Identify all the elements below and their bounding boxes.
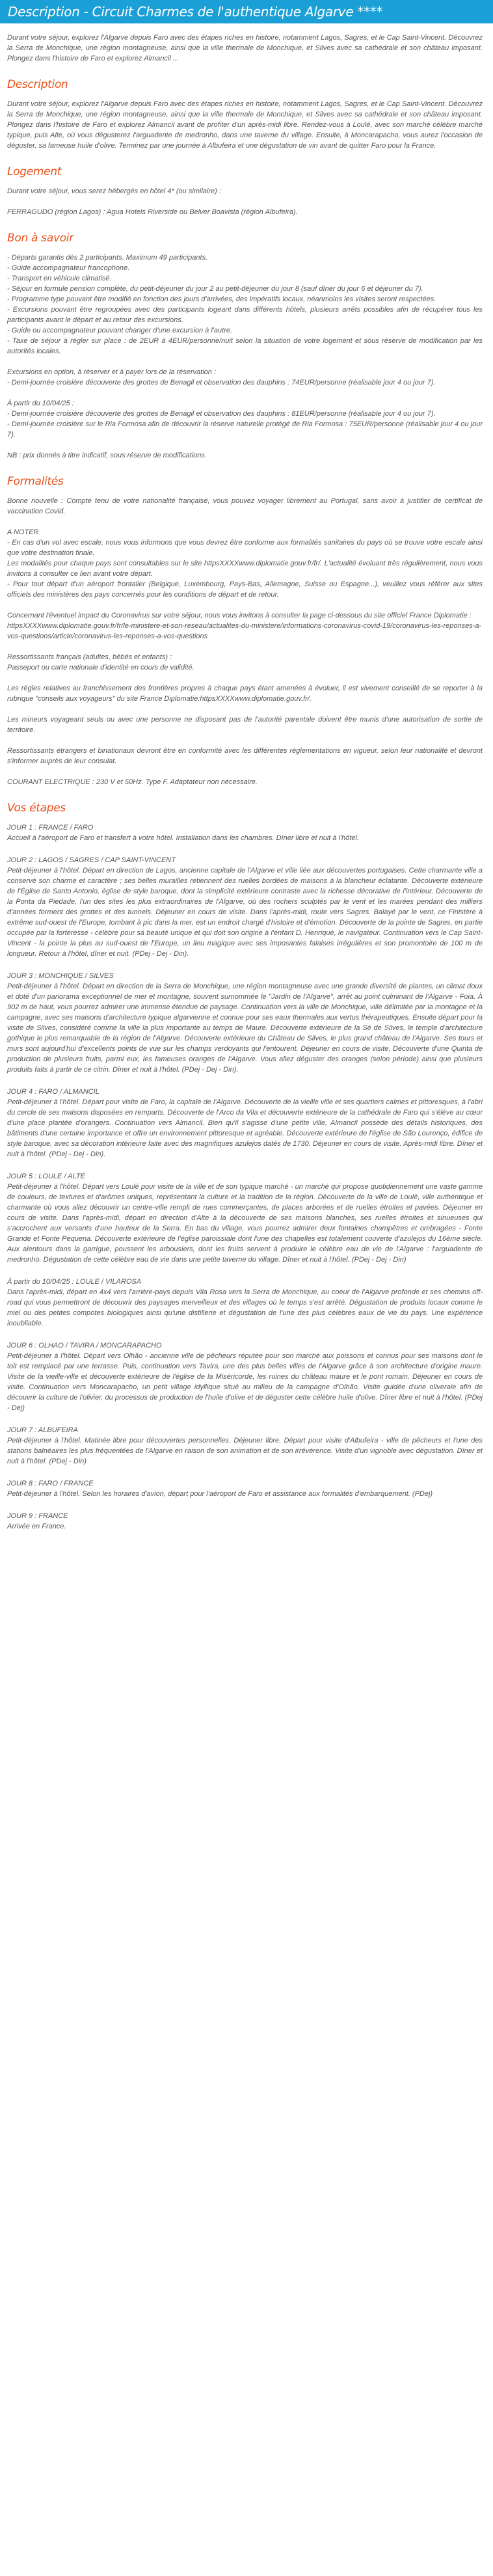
logement-line1: Durant votre séjour, vous serez hébergés en hôtel 4* (ou similaire) : <box>7 187 221 195</box>
day-text: Petit-déjeuner à l'hôtel. Départ en direction de la Serra de Monchique, une région montagneuse avec une grande diversité de plantes, un climat doux et doté d'un panorama exceptionnel de mer et montagne, souvent surnommée le "Jardin de l'Algarve", arrêt au point culminant de l'Algarve - Foia. À 902 m de haut, vous pourrez admirer une immense étendue de paysage. Continuation vers la ville de Monchique, ville délimitée par la montagne et la campagne, avec ses maisons d'architecture typique algarvienne et connue pour ses eaux thermales aux vertus thérapeutiques. Ensuite départ pour la visite de Silves, considéré comme la ville la plus importante au temps de Maure. Découverte extérieure de la Sé de Silves, le temple d'architecture gothique le plus remarquable de la région de l'Algarve. Découverte extérieure du Château de Silves, le plus grand château de l'Algarve. Ses tours et murs sont aujourd'hui d'excellents points de vue sur les champs verdoyants qui l'entourent. Déjeuner en cours de visite. Découverte d'une Quinta de production de plusieurs fruits, parmi eux, les fameuses oranges de l'Algarve. Vous allez déguster des oranges (selon période) ainsi que plusieurs produits faits à partir de ce citrin. Dîner et nuit à l'hôtel. (PDej - Dej - Din). <box>7 983 483 1074</box>
list-item: - Départs garantis dès 2 participants. Maximum 49 participants. <box>7 254 208 262</box>
list-item: - Guide accompagnateur francophone. <box>7 264 130 272</box>
day-text: Accueil à l'aéroport de Faro et transfert à votre hôtel. Installation dans les chambres. Dîner libre et nuit à l'hôtel. <box>7 834 360 842</box>
day-text: Dans l'après-midi, départ en 4x4 vers l'arrière-pays depuis Vila Rosa vers la Serra de Monchique, au coeur de l'Algarve profonde et ses chemins off-road qui vous permettront de découvrir des paysages merveilleux et des villages où le temps s'est arrêté. Dégustation de produits locaux comme le miel ou des petites compotes biologiques ainsi qu'une distillerie et dégustation de l'une des plus célèbres eaux de vie du pays. Une expérience inoubliable. <box>7 1288 483 1327</box>
formalites-p10: COURANT ELECTRIQUE : 230 V et 50Hz. Type F. Adaptateur non nécessaire. <box>7 778 258 786</box>
day-text: Petit-déjeuner à l'hôtel. Départ en direction de Lagos, ancienne capitale de l'Algarve et ville liée aux découvertes portugaises. Cette charmante ville a conservé son charme et caractère ; ses belles murailles retiennent des ruelles bordées de maisons à la blancheur éclatante. Découverte extérieure de l'Église de Santo Antonio, église de style baroque, dont la simplicité extérieure contraste avec la richesse décorative de l'intérieur. Découverte de la Ponta da Piedade, l'un des sites les plus extraordinaires de l'Algarve, où des rochers sculptés par le vent et les marées pendant des milliers d'années forment des grottes et des tunnels. Déjeuner en cours de visite. Dans l'après-midi, route vers Sagres. Balayé par le vent, ce Finistère à extrême sud-ouest de l'Europe, tombant à pic dans la mer, est un endroit chargé d'histoire et d'émotion. Découverte de la pointe de Sagres, en partie occupée par la forteresse - célèbre pour sa beauté unique et qui doit son origine à l'enfant D. Henrique, le navigateur. Continuation vers le Cap Saint-Vincent - la pointe la plus au sud-ouest de l'Europe, un lieu magique avec ses imposantes falaises irrégulières et son promontoire de 100 m de longueur. Retour à l'hôtel, dîner et nuit. (PDej - Dej - Din). <box>7 867 483 958</box>
list-item: - Guide ou accompagnateur pouvant changer d'une excursion à l'autre. <box>7 327 233 334</box>
excursions-title: Excursions en option, à réserver et à payer lors de la réservation : <box>7 368 216 376</box>
day-title: JOUR 6 : OLHAO / TAVIRA / MONCARAPACHO <box>7 1342 162 1349</box>
day-title: JOUR 9 : FRANCE <box>7 1512 68 1520</box>
day-title: JOUR 1 : FRANCE / FARO <box>7 824 94 832</box>
excursion-option: - Demi-journée croisière découverte des grottes de Benagil et observation des dauphins : 74EUR/personne (réalisable jour 4 ou jour 7). <box>7 379 436 386</box>
list-item: - Transport en véhicule climatisé. <box>7 275 112 282</box>
day-text: Petit-déjeuner à l'hôtel. Départ vers Olhão - ancienne ville de pêcheurs réputée pour son marché aux poissons et connus pour ses maisons dont le toit est remplacé par une terrasse. Puis, continuation vers Tavira, une des plus belles villes de l'Algarve grâce à son architecture d'origine maure. Visite de la vieille-ville et découverte extérieure de l'église de la Miséricorde, les ruines du château maure et le pont romain. Déjeuner en cours de visite. Continuation vers Moncarapacho, un petit village idyllique situé au milieu de la campagne d'Olhão. Visite guidée d'une oliveraie afin de découvrir la culture de l'olivier, du processus de production de l'huile d'olive et de déguster cette célèbre huile d'olive. Dîner libre et nuit à l'hôtel. (PDej - Dej) <box>7 1352 483 1412</box>
day-text: Petit-déjeuner à l'hôtel. Selon les horaires d'avion, départ pour l'aéroport de Faro et assistance aux formalités d'embarquement. (PDej) <box>7 1490 433 1498</box>
day-text: Arrivée en France. <box>7 1523 66 1530</box>
bon-a-savoir-list <box>7 252 483 357</box>
formalites-p9: Ressortissants étrangers et binationaux devront être en conformité avec les différentes réglementations en vigueur, selon leur nationalité et devront s'informer auprès de leur consulat. <box>7 747 483 765</box>
excursion-option: - Demi-journée croisière découverte des grottes de Benagil et observation des dauphins : 81EUR/personne (réalisable jour 4 ou jour 7). <box>7 410 436 418</box>
list-item: - Programme type pouvant être modifié en fonction des jours d'arrivées, des impératifs locaux, néanmoins les visites seront respectées. <box>7 295 436 303</box>
day-title: JOUR 2 : LAGOS / SAGRES / CAP SAINT-VINCENT <box>7 856 176 864</box>
day-block <box>7 855 483 959</box>
day-text: Petit-déjeuner à l'hôtel. Départ pour visite de Faro, la capitale de l'Algarve. Découverte de la vieille ville et ses quartiers calmes et pittoresques, à l'abri du cercle de ses maisons disposées en remparts. Découverte de l'Arco da Vila et découverte extérieure de la cathédrale de Faro qui s'élève au cœur d'une place plantée d'orangers. Continuation vers Almancil. Bien qu'il s'agisse d'une petite ville, Almancil possède des détails historiques, des bâtiments d'une certaine importance et offre un environnement pittoresque et agréable. Découverte extérieure de l'église de São Lourenço, édifice de style baroque, avec sa décoration intérieure faite avec des magnifiques azulejos datés de 1730. Déjeuner en cours de visite. Après-midi libre. Dîner et nuit à l'hôtel. (PDej - Dej - Din). <box>7 1098 483 1158</box>
day-block <box>7 971 483 1075</box>
day-text: Petit-déjeuner à l'hôtel. Départ vers Loulé pour visite de la ville et de son typique marché - un marché qui propose quotidiennement une vaste gamme de couleurs, de textures et d'arômes uniques, représentant la culture et la tradition de la région. Découverte de la ville de Loulé, ville authentique et charmante où vous allez découvrir un centre-ville rempli de rues commerçantes, de places arborées et de ruelles étroites et pavées. Déjeuner en cours de visite. Dans l'après-midi, départ en direction d'Alte à la découverte de ses maisons blanches, ses ruelles étroites et sinueuses qui s'accrochent aux versants d'une hauteur de la Serra. En bas du village, vous pourrez admirer deux fontaines champêtres et ombragées - Fonte Grande et Fonte Pequena. Découverte extérieure de l'église paroissiale dont l'une des chapelles est totalement couverte d'azulejos du 16ème siècle. Aux alentours dans la garrigue, poussent les arbousiers, dont les fruits servent à produire le célèbre eau de vie de l'Algarve : l'arguadente de medronho. Dégustation de cette célèbre eau de vie dans une petite taverne du village. Dîner et nuit à l'hôtel. (PDej - Dej - Din) <box>7 1183 483 1264</box>
day-block <box>7 1511 483 1532</box>
formalites-p2: - En cas d'un vol avec escale, nous vous informons que vous devrez être conforme aux formalités sanitaires du pays où se trouve votre escale ainsi que votre destination finale. <box>7 539 483 557</box>
description-text: Durant votre séjour, explorez l'Algarve depuis Faro avec des étapes riches en histoire, notamment Lagos, Sagres, et le Cap Saint-Vincent. Découvrez la Serra de Monchique, une région montagneuse, ainsi que la ville thermale de Monchique, et Silves avec sa cathédrale et son château imposant. Plongez dans l'histoire de Faro et explorez Almancil avant de profiter d'un après-midi libre. Rendez-vous à Loulé, avec son marché célèbre marché typique, puis Alte, où vous dégusterez l'arguadente de medronho, dans une taverne du village. Ensuite, à Moncarapacho, vous aurez l'occasion de déguster, sa fameuse huile d'olive. Terminez par une journée à Albufeira et une dégustation de vin avant de quitter Faro pour la France. <box>7 100 483 150</box>
formalites-p6: Ressortissants français (adultes, bébés et enfants) : <box>7 653 172 661</box>
day-block <box>7 1425 483 1467</box>
content <box>0 33 493 1532</box>
day-title: JOUR 5 : LOULE / ALTE <box>7 1173 85 1180</box>
formalites-p1: Bonne nouvelle : Compte tenu de votre nationalité française, vous pouvez voyager librement au Portugal, sans avoir à justifier de certificat de vaccination Covid. <box>7 497 483 515</box>
nb-note: NB : prix donnés à titre indicatif, sous réserve de modifications. <box>7 452 207 459</box>
page-title: Description - Circuit Charmes de l'authentique Algarve **** <box>8 4 383 20</box>
note-title: A NOTER <box>7 528 39 536</box>
day-title: JOUR 7 : ALBUFEIRA <box>7 1426 79 1434</box>
excursion-option: - Demi-journée croisière sur le Ria Formosa afin de découvrir la réserve naturelle protégé de Ria Formosa : 75EUR/personne (réalisable jour 4 ou jour 7). <box>7 420 483 439</box>
logement-heading: Logement <box>7 165 62 178</box>
day-title: JOUR 4 : FARO / ALMANCIL <box>7 1088 100 1096</box>
formalites-heading: Formalités <box>7 475 64 488</box>
day-block <box>7 1277 483 1329</box>
list-item: - Excursions pouvant être regroupées avec des participants logeant dans différents hôtels, plusieurs arrêts possibles afin de récupérer tous les participants avant le départ et au retour des excursions. <box>7 306 483 324</box>
formalites-p5: Concernant l'éventuel impact du Coronavirus sur votre séjour, nous vous invitons à consulter la page ci-dessous du site officiel France Diplomatie : <box>7 612 472 619</box>
formalites-p8: Les mineurs voyageant seuls ou avec une personne ne disposant pas de l'autorité parentale doivent être munis d'une autorisation de sortie de territoire. <box>7 716 483 734</box>
formalites-p4: - Pour tout départ d'un aéroport frontalier (Belgique, Luxembourg, Pays-Bas, Allemagne, Suisse ou Espagne...), veuillez vous référer aux sites officiels des ministères des pays concernés pour les conditions de départ et de retour. <box>7 580 483 599</box>
formalites-p7: Les règles relatives au franchissement des frontières propres à chaque pays étant amenées à évoluer, il est vivement conseillé de se reporter à la rubrique "conseils aux voyageurs" du site France Diplomatie:httpsXXXXwww.diplomatie.gouv.fr/. <box>7 685 483 703</box>
day-block <box>7 1171 483 1265</box>
etapes-heading: Vos étapes <box>7 802 66 815</box>
list-item: - Séjour en formule pension complète, du petit-déjeuner du jour 2 au petit-déjeuner du jour 8 (sauf dîner du jour 6 et déjeuner du 7). <box>7 285 423 293</box>
description-heading: Description <box>7 78 68 91</box>
day-title: JOUR 8 : FARO / FRANCE <box>7 1480 94 1487</box>
day-title: À partir du 10/04/25 : LOULE / VILAROSA <box>7 1278 142 1286</box>
day-text: Petit-déjeuner à l'hôtel. Matinée libre pour découvertes personnelles. Déjeuner libre. Départ pour visite d'Albufeira - ville de pêcheurs et l'une des stations balnéaires les plus fréquentées de l'Algarve en raison de son animation et de son irrévérence. Visite d'un vignoble avec dégustation. Dîner et nuit à l'hôtel. (PDej - Din) <box>7 1437 483 1465</box>
list-item: - Taxe de séjour à régler sur place : de 2EUR à 4EUR/personne/nuit selon la situation de votre logement et sous réserve de modification par les autorités locales. <box>7 337 483 355</box>
excursions-date: À partir du 10/04/25 : <box>7 400 74 407</box>
day-block <box>7 1087 483 1159</box>
formalites-p6b: Passeport ou carte nationale d'identité en cours de validité. <box>7 664 194 671</box>
title-banner <box>0 0 493 23</box>
diplomatie-link[interactable]: httpsXXXXwww.diplomatie.gouv.fr/fr/le-ministere-et-son-reseau/actualites-du-ministere/informations-coronavirus-covid-19/coronavirus-les-reponses-a-vos-questions/article/coronavirus-les-reponses-a-vos-questions <box>7 622 482 640</box>
day-block <box>7 1478 483 1499</box>
logement-line2: FERRAGUDO (région Lagos) : Agua Hotels Riverside ou Belver Boavista (région Albufeira). <box>7 208 298 216</box>
day-block <box>7 822 483 843</box>
formalites-p3: Les modalités pour chaque pays sont consultables sur le site httpsXXXXwww.diplomatie.gouv.fr/fr/. L'actualité évoluant très régulièrement, nous vous invitons à consulter ce lien avant votre départ. <box>7 560 483 578</box>
bon-a-savoir-heading: Bon à savoir <box>7 232 73 245</box>
day-title: JOUR 3 : MONCHIQUE / SILVES <box>7 972 114 980</box>
intro-text: Durant votre séjour, explorez l'Algarve depuis Faro avec des étapes riches en histoire, notamment Lagos, Sagres, et le Cap Saint-Vincent. Découvrez la Serra de Monchique, une région montagneuse, ainsi que la ville thermale de Monchique, et Silves avec sa cathédrale et son château imposant. Plongez dans l'histoire de Faro et explorez Almancil ... <box>7 34 483 62</box>
day-block <box>7 1340 483 1413</box>
